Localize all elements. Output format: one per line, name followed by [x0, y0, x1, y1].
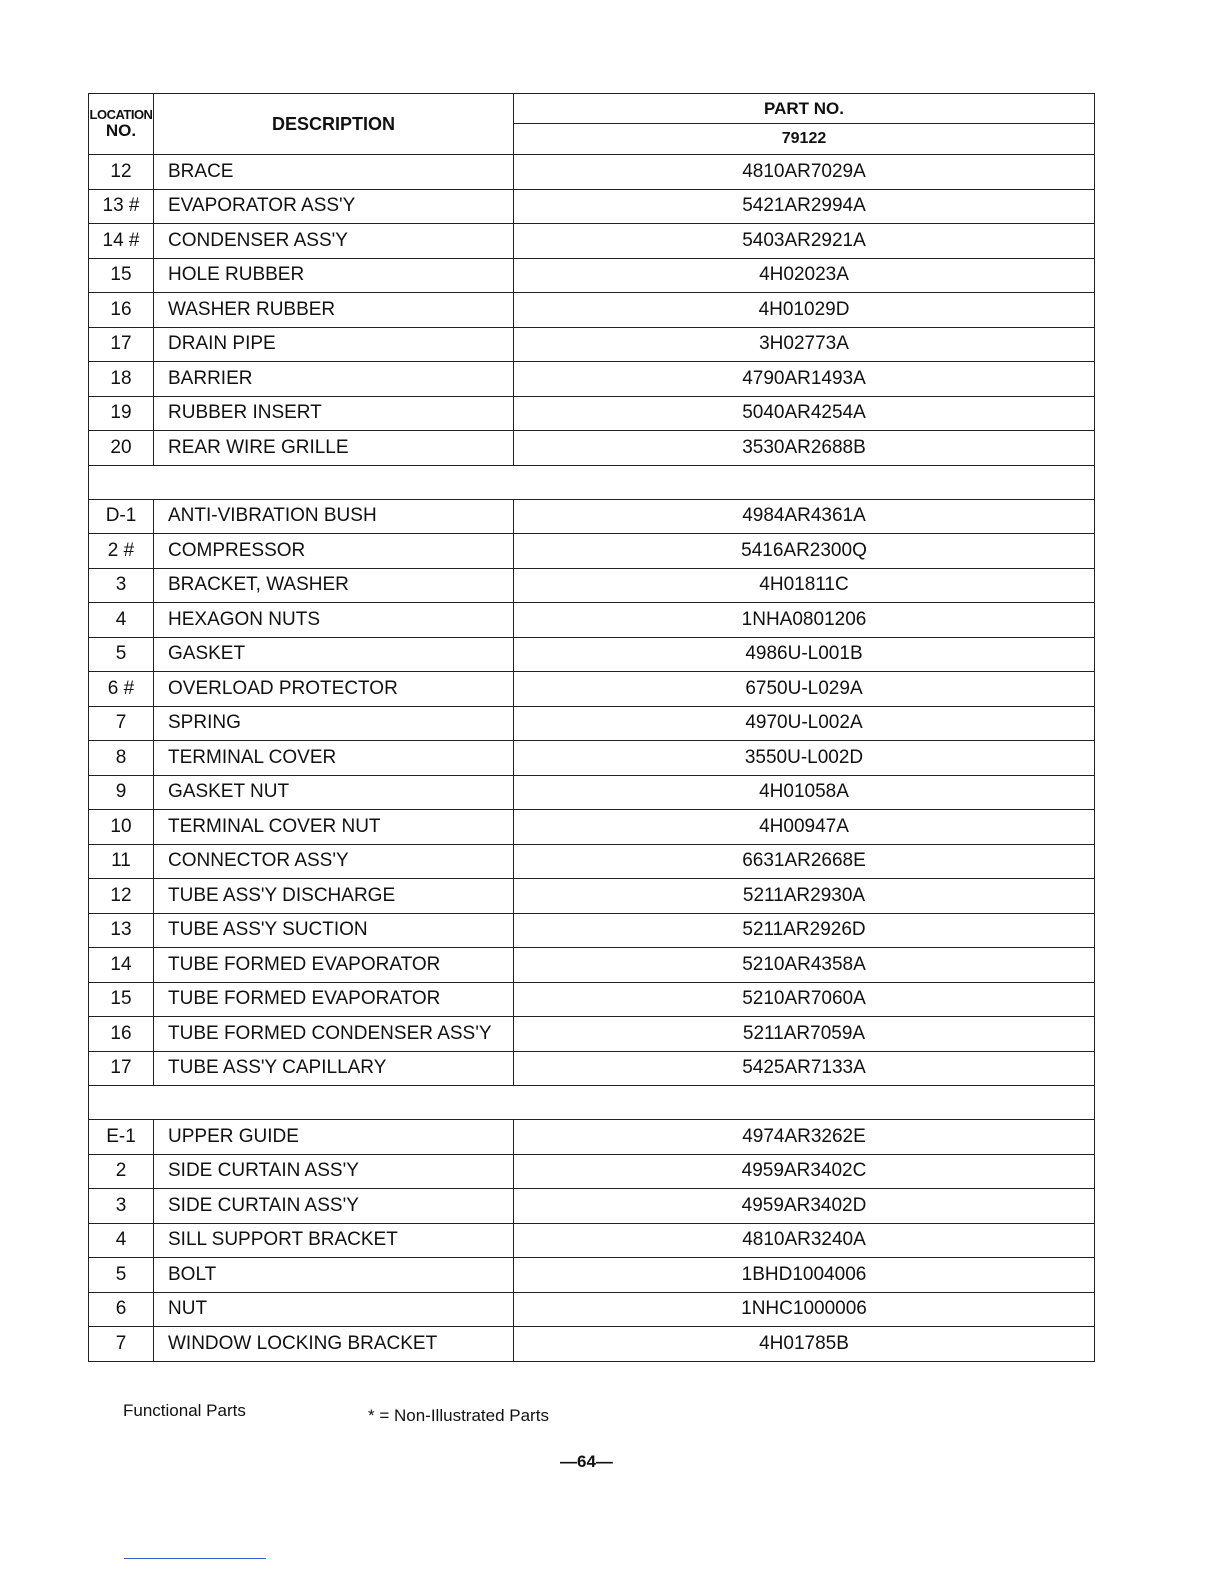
- group-separator: [89, 1086, 1095, 1120]
- location-cell: D-1: [89, 499, 154, 534]
- location-cell: 3: [89, 568, 154, 603]
- table-row: [89, 603, 1095, 638]
- table-row: [89, 775, 1095, 810]
- part-number-cell: 5210AR4358A: [514, 948, 1095, 983]
- description-cell: TUBE ASS'Y DISCHARGE: [154, 879, 514, 914]
- table-row: [89, 499, 1095, 534]
- part-number-cell: 4810AR3240A: [514, 1223, 1095, 1258]
- table-row: [89, 706, 1095, 741]
- location-cell: 7: [89, 1327, 154, 1362]
- table-row: [89, 1120, 1095, 1155]
- part-number-cell: 4810AR7029A: [514, 155, 1095, 190]
- part-number-cell: 5211AR2930A: [514, 879, 1095, 914]
- table-row: [89, 1258, 1095, 1293]
- location-cell: 13 #: [89, 189, 154, 224]
- part-number-cell: 5403AR2921A: [514, 224, 1095, 259]
- table-row: [89, 741, 1095, 776]
- location-cell: 15: [89, 982, 154, 1017]
- part-number-cell: 4986U-L001B: [514, 637, 1095, 672]
- table-row: [89, 1292, 1095, 1327]
- part-number-cell: 5210AR7060A: [514, 982, 1095, 1017]
- part-number-cell: 3530AR2688B: [514, 431, 1095, 466]
- separator-cell: [89, 1086, 1095, 1120]
- location-cell: 18: [89, 362, 154, 397]
- description-cell: UPPER GUIDE: [154, 1120, 514, 1155]
- location-cell: 17: [89, 1051, 154, 1086]
- footer-functional-note: Functional Parts: [123, 1401, 246, 1420]
- table-row: [89, 1154, 1095, 1189]
- part-number-cell: 1NHC1000006: [514, 1292, 1095, 1327]
- part-number-cell: 4790AR1493A: [514, 362, 1095, 397]
- header-location-line2: NO.: [105, 120, 137, 140]
- part-number-cell: 4H01785B: [514, 1327, 1095, 1362]
- location-cell: 5: [89, 1258, 154, 1293]
- description-cell: NUT: [154, 1292, 514, 1327]
- part-number-cell: 4959AR3402C: [514, 1154, 1095, 1189]
- separator-cell: [89, 465, 1095, 499]
- location-cell: 4: [89, 1223, 154, 1258]
- table-row: [89, 948, 1095, 983]
- group-separator: [89, 465, 1095, 499]
- table-row: [89, 672, 1095, 707]
- location-cell: 6: [89, 1292, 154, 1327]
- header-location: [89, 94, 154, 155]
- table-row: [89, 1017, 1095, 1052]
- description-cell: HEXAGON NUTS: [154, 603, 514, 638]
- part-number-cell: 6631AR2668E: [514, 844, 1095, 879]
- location-cell: 19: [89, 396, 154, 431]
- description-cell: RUBBER INSERT: [154, 396, 514, 431]
- description-cell: TERMINAL COVER NUT: [154, 810, 514, 845]
- part-number-cell: 4984AR4361A: [514, 499, 1095, 534]
- table-row: [89, 534, 1095, 569]
- header-model-number: 79122: [514, 124, 1095, 155]
- description-cell: HOLE RUBBER: [154, 258, 514, 293]
- description-cell: BRACE: [154, 155, 514, 190]
- location-cell: 16: [89, 1017, 154, 1052]
- location-cell: 4: [89, 603, 154, 638]
- part-number-cell: 4959AR3402D: [514, 1189, 1095, 1224]
- location-cell: 2 #: [89, 534, 154, 569]
- description-cell: TERMINAL COVER: [154, 741, 514, 776]
- description-cell: GASKET: [154, 637, 514, 672]
- part-number-cell: 1NHA0801206: [514, 603, 1095, 638]
- parts-table: [88, 93, 1095, 1362]
- table-row: [89, 810, 1095, 845]
- description-cell: SILL SUPPORT BRACKET: [154, 1223, 514, 1258]
- description-cell: OVERLOAD PROTECTOR: [154, 672, 514, 707]
- part-number-cell: 4H00947A: [514, 810, 1095, 845]
- description-cell: TUBE ASS'Y CAPILLARY: [154, 1051, 514, 1086]
- location-cell: 2: [89, 1154, 154, 1189]
- location-cell: E-1: [89, 1120, 154, 1155]
- description-cell: CONDENSER ASS'Y: [154, 224, 514, 259]
- table-header: [89, 94, 1095, 155]
- description-cell: BARRIER: [154, 362, 514, 397]
- description-cell: SIDE CURTAIN ASS'Y: [154, 1154, 514, 1189]
- location-cell: 3: [89, 1189, 154, 1224]
- description-cell: TUBE FORMED EVAPORATOR: [154, 948, 514, 983]
- table-row: [89, 913, 1095, 948]
- bottom-rule: [124, 1558, 266, 1559]
- description-cell: WASHER RUBBER: [154, 293, 514, 328]
- description-cell: TUBE ASS'Y SUCTION: [154, 913, 514, 948]
- location-cell: 15: [89, 258, 154, 293]
- table-row: [89, 568, 1095, 603]
- table-row: [89, 155, 1095, 190]
- description-cell: BOLT: [154, 1258, 514, 1293]
- page-number: —64—: [560, 1452, 613, 1471]
- description-cell: TUBE FORMED CONDENSER ASS'Y: [154, 1017, 514, 1052]
- description-cell: WINDOW LOCKING BRACKET: [154, 1327, 514, 1362]
- table-row: [89, 844, 1095, 879]
- part-number-cell: 4H01811C: [514, 568, 1095, 603]
- table-row: [89, 1051, 1095, 1086]
- part-number-cell: 4974AR3262E: [514, 1120, 1095, 1155]
- part-number-cell: 5416AR2300Q: [514, 534, 1095, 569]
- part-number-cell: 4H02023A: [514, 258, 1095, 293]
- part-number-cell: 4970U-L002A: [514, 706, 1095, 741]
- description-cell: COMPRESSOR: [154, 534, 514, 569]
- table-row: [89, 1189, 1095, 1224]
- description-cell: ANTI-VIBRATION BUSH: [154, 499, 514, 534]
- description-cell: BRACKET, WASHER: [154, 568, 514, 603]
- location-cell: 7: [89, 706, 154, 741]
- location-cell: 10: [89, 810, 154, 845]
- description-cell: CONNECTOR ASS'Y: [154, 844, 514, 879]
- table-row: [89, 1327, 1095, 1362]
- location-cell: 14 #: [89, 224, 154, 259]
- location-cell: 9: [89, 775, 154, 810]
- table-row: [89, 879, 1095, 914]
- table-row: [89, 1223, 1095, 1258]
- table-row: [89, 637, 1095, 672]
- part-number-cell: 5425AR7133A: [514, 1051, 1095, 1086]
- description-cell: GASKET NUT: [154, 775, 514, 810]
- description-cell: DRAIN PIPE: [154, 327, 514, 362]
- part-number-cell: 5421AR2994A: [514, 189, 1095, 224]
- location-cell: 11: [89, 844, 154, 879]
- location-cell: 8: [89, 741, 154, 776]
- description-cell: TUBE FORMED EVAPORATOR: [154, 982, 514, 1017]
- description-cell: REAR WIRE GRILLE: [154, 431, 514, 466]
- table-row: [89, 189, 1095, 224]
- part-number-cell: 3H02773A: [514, 327, 1095, 362]
- table-row: [89, 982, 1095, 1017]
- part-number-cell: 3550U-L002D: [514, 741, 1095, 776]
- part-number-cell: 5211AR2926D: [514, 913, 1095, 948]
- table-row: [89, 258, 1095, 293]
- table-row: [89, 293, 1095, 328]
- location-cell: 16: [89, 293, 154, 328]
- location-cell: 12: [89, 879, 154, 914]
- description-cell: SIDE CURTAIN ASS'Y: [154, 1189, 514, 1224]
- description-cell: SPRING: [154, 706, 514, 741]
- footer-non-illustrated-note: * = Non-Illustrated Parts: [368, 1406, 549, 1425]
- description-cell: EVAPORATOR ASS'Y: [154, 189, 514, 224]
- location-cell: 14: [89, 948, 154, 983]
- header-location-line1: LOCATION: [89, 106, 153, 122]
- location-cell: 20: [89, 431, 154, 466]
- part-number-cell: 6750U-L029A: [514, 672, 1095, 707]
- location-cell: 12: [89, 155, 154, 190]
- location-cell: 13: [89, 913, 154, 948]
- location-cell: 17: [89, 327, 154, 362]
- part-number-cell: 5040AR4254A: [514, 396, 1095, 431]
- table-row: [89, 431, 1095, 466]
- table-row: [89, 327, 1095, 362]
- table-row: [89, 224, 1095, 259]
- header-part-no: PART NO.: [514, 94, 1095, 124]
- part-number-cell: 1BHD1004006: [514, 1258, 1095, 1293]
- part-number-cell: 4H01058A: [514, 775, 1095, 810]
- part-number-cell: 5211AR7059A: [514, 1017, 1095, 1052]
- location-cell: 5: [89, 637, 154, 672]
- table-body: [89, 155, 1095, 1362]
- table-row: [89, 396, 1095, 431]
- location-cell: 6 #: [89, 672, 154, 707]
- header-description: DESCRIPTION: [154, 94, 514, 155]
- table-row: [89, 362, 1095, 397]
- part-number-cell: 4H01029D: [514, 293, 1095, 328]
